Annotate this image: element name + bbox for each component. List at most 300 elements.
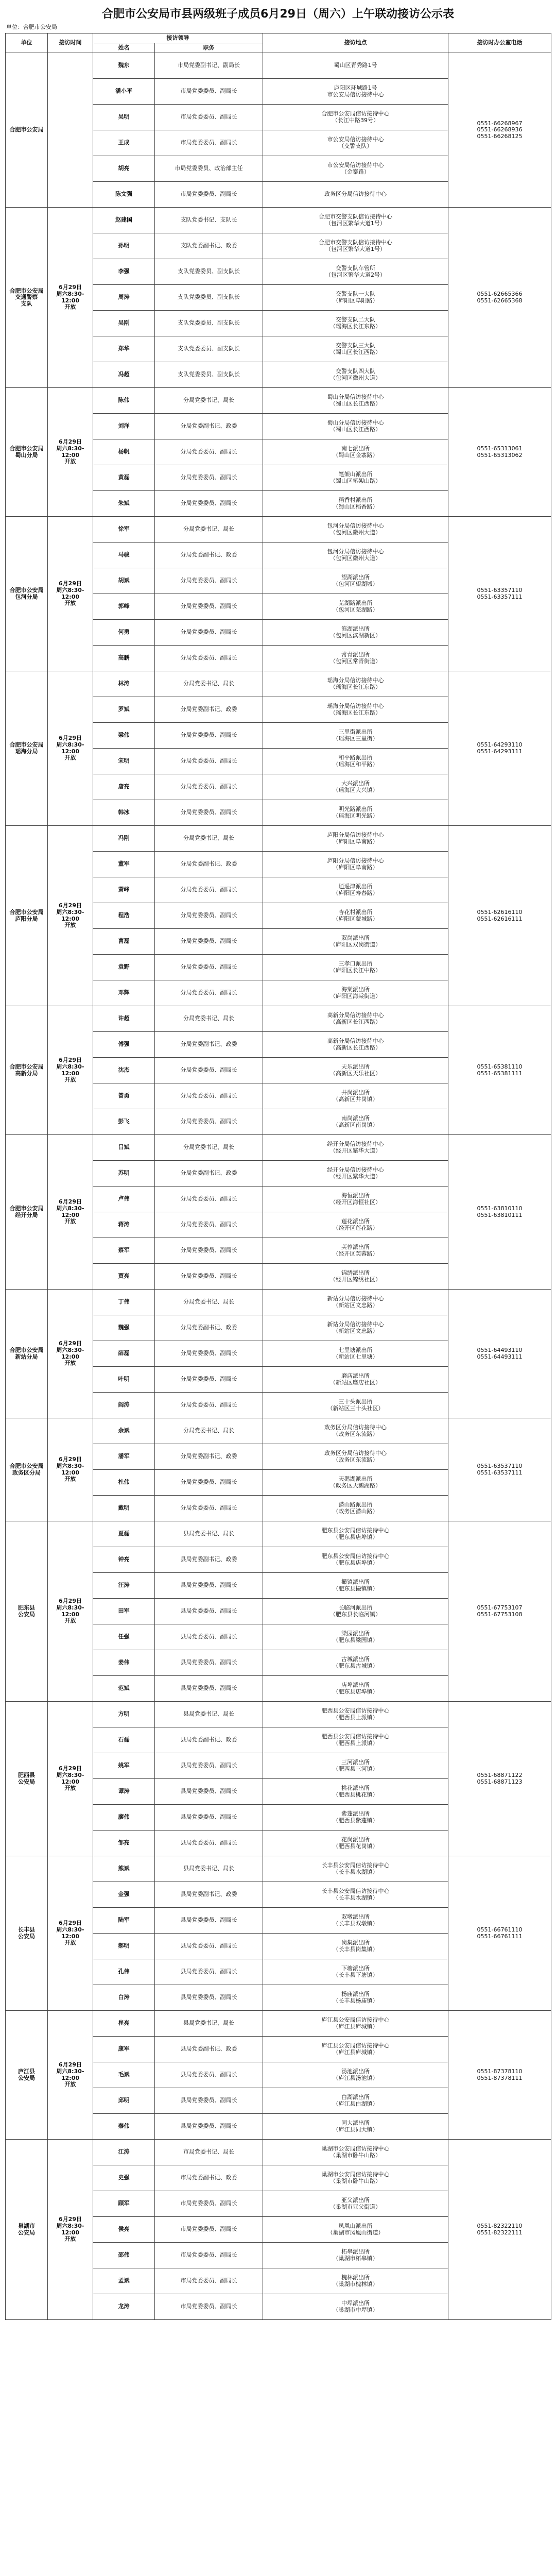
- location-cell: 桃花派出所 （肥西县桃花镇）: [263, 1779, 448, 1805]
- leader-duty: 县局党委书记、局长: [155, 1702, 263, 1727]
- location-cell: 三孝口派出所 （庐阳区长江中路）: [263, 955, 448, 980]
- location-cell: 庐阳区环城路1号 市公安局信访接待中心: [263, 79, 448, 105]
- table-row: [6, 2140, 551, 2165]
- location-cell: 店埠派出所 （肥东县店埠镇）: [263, 1676, 448, 1702]
- time-slot-cell: 6月29日 周六8:30- 12:00 开放: [48, 1418, 93, 1521]
- phone-cell: 0551-67753107 0551-67753108: [448, 1521, 551, 1702]
- leader-duty: 支队党委委员、副支队长: [155, 311, 263, 336]
- leader-duty: 分局党委委员、副局长: [155, 903, 263, 929]
- leader-name: 曾勇: [93, 1083, 155, 1109]
- leader-name: 吴刚: [93, 311, 155, 336]
- phone-cell: 0551-82322110 0551-82322111: [448, 2140, 551, 2320]
- location-cell: 包河分局信访接待中心 （包河区徽州大道）: [263, 517, 448, 543]
- header-duty: 职务: [155, 43, 263, 53]
- location-cell: 新站分局信访接待中心 （新站区文忠路）: [263, 1315, 448, 1341]
- location-cell: 庐阳分局信访接待中心 （庐阳区阜南路）: [263, 826, 448, 852]
- unit-cell: 合肥市公安局 包河分局: [6, 517, 48, 671]
- location-cell: 潜山路派出所 （政务区潜山路）: [263, 1496, 448, 1521]
- location-cell: 瑶海分局信访接待中心 （瑶海区长江东路）: [263, 697, 448, 723]
- leader-duty: 分局党委委员、副局长: [155, 723, 263, 749]
- leader-duty: 市局党委委员、副局长: [155, 2217, 263, 2243]
- leader-name: 袁野: [93, 955, 155, 980]
- leader-name: 姚军: [93, 1753, 155, 1779]
- location-cell: 庐江县公安局信访接待中心 （庐江县庐城镇）: [263, 2037, 448, 2062]
- location-cell: 政务区分局信访接待中心 （政务区东流路）: [263, 1444, 448, 1470]
- leader-duty: 县局党委委员、副局长: [155, 1831, 263, 1856]
- header-phone: 接访时办公室电话: [448, 33, 551, 53]
- location-cell: 天乐派出所 （高新区天乐社区）: [263, 1058, 448, 1083]
- leader-duty: 县局党委委员、副局长: [155, 1985, 263, 2011]
- leader-duty: 分局党委委员、副局长: [155, 1367, 263, 1393]
- leader-duty: 市局党委委员、副局长: [155, 105, 263, 130]
- time-slot-cell: 6月29日 周六8:30- 12:00 开放: [48, 517, 93, 671]
- table-row: [6, 1418, 551, 1444]
- unit-cell: 庐江县 公安局: [6, 2011, 48, 2140]
- leader-duty: 分局党委委员、副局长: [155, 594, 263, 620]
- schedule-body: [6, 53, 551, 2320]
- leader-name: 邱明: [93, 2088, 155, 2114]
- leader-duty: 市局党委委员、副局长: [155, 2268, 263, 2294]
- table-row: [6, 1290, 551, 1315]
- table-row: [6, 1521, 551, 1547]
- phone-cell: 0551-63537110 0551-63537111: [448, 1418, 551, 1521]
- phone-cell: 0551-87378110 0551-87378111: [448, 2011, 551, 2140]
- leader-duty: 县局党委委员、副局长: [155, 2114, 263, 2140]
- leader-duty: 支队党委副书记、政委: [155, 233, 263, 259]
- leader-duty: 县局党委书记、局长: [155, 2011, 263, 2037]
- location-cell: 瑶海分局信访接待中心 （瑶海区长江东路）: [263, 671, 448, 697]
- leader-duty: 县局党委委员、副局长: [155, 1779, 263, 1805]
- location-cell: 三河派出所 （肥西县三河镇）: [263, 1753, 448, 1779]
- leader-duty: 分局党委委员、副局长: [155, 646, 263, 671]
- leader-name: 吕斌: [93, 1135, 155, 1161]
- leader-name: 叶明: [93, 1367, 155, 1393]
- table-row: [6, 671, 551, 697]
- leader-duty: 县局党委委员、副局长: [155, 2088, 263, 2114]
- location-cell: 海棠派出所 （庐阳区海棠街道）: [263, 980, 448, 1006]
- time-slot-cell: 6月29日 周六8:30- 12:00 开放: [48, 1702, 93, 1856]
- leader-name: 胡斌: [93, 568, 155, 594]
- leader-name: 侯亮: [93, 2217, 155, 2243]
- unit-cell: 合肥市公安局 蜀山分局: [6, 388, 48, 517]
- location-cell: 交警支队三大队 （蜀山区长江西路）: [263, 336, 448, 362]
- leader-name: 陈伟: [93, 388, 155, 414]
- time-slot-cell: 6月29日 周六8:30- 12:00 开放: [48, 2011, 93, 2140]
- location-cell: 滨湖派出所 （包河区滨湖新区）: [263, 620, 448, 646]
- leader-name: 谭涛: [93, 1779, 155, 1805]
- leader-name: 唐亮: [93, 774, 155, 800]
- unit-label: 单位：合肥市公安局: [6, 24, 57, 30]
- leader-duty: 分局党委书记、局长: [155, 1006, 263, 1032]
- table-row: [6, 53, 551, 79]
- leader-name: 熊斌: [93, 1856, 155, 1882]
- leader-duty: 支队党委委员、副支队长: [155, 285, 263, 311]
- phone-cell: 0551-64493110 0551-64493111: [448, 1290, 551, 1418]
- table-row: [6, 1006, 551, 1032]
- location-cell: 南岗派出所 （高新区南岗镇）: [263, 1109, 448, 1135]
- leader-name: 方明: [93, 1702, 155, 1727]
- leader-name: 龙涛: [93, 2294, 155, 2320]
- phone-cell: 0551-63357110 0551-63357111: [448, 517, 551, 671]
- location-cell: 高新分局信访接待中心 （高新区长江西路）: [263, 1032, 448, 1058]
- location-cell: 和平路派出所 （瑶海区和平路）: [263, 749, 448, 774]
- location-cell: 交警支队四大队 （包河区徽州大道）: [263, 362, 448, 388]
- leader-name: 史强: [93, 2165, 155, 2191]
- leader-name: 康军: [93, 2037, 155, 2062]
- leader-duty: 分局党委委员、副局长: [155, 1238, 263, 1264]
- phone-cell: 0551-66761110 0551-66761111: [448, 1856, 551, 2011]
- leader-name: 余斌: [93, 1418, 155, 1444]
- location-cell: 长丰县公安局信访接待中心 （长丰县水湖镇）: [263, 1856, 448, 1882]
- time-slot-cell: 6月29日 周六8:30- 12:00 开放: [48, 1290, 93, 1418]
- location-cell: 下塘派出所 （长丰县下塘镇）: [263, 1959, 448, 1985]
- location-cell: 撮镇派出所 （肥东县撮镇镇）: [263, 1573, 448, 1599]
- leader-name: 潘军: [93, 1444, 155, 1470]
- leader-name: 白涛: [93, 1985, 155, 2011]
- leader-name: 郭峰: [93, 594, 155, 620]
- location-cell: 双岗派出所 （庐阳区双岗街道）: [263, 929, 448, 955]
- unit-cell: 合肥市公安局: [6, 53, 48, 208]
- unit-cell: 合肥市公安局 新站分局: [6, 1290, 48, 1418]
- leader-duty: 市局党委副书记、副局长: [155, 53, 263, 79]
- leader-name: 吴明: [93, 105, 155, 130]
- leader-name: 汪涛: [93, 1573, 155, 1599]
- leader-duty: 县局党委委员、副局长: [155, 1805, 263, 1831]
- leader-name: 姜伟: [93, 1650, 155, 1676]
- location-cell: 蜀山区青秀路1号: [263, 53, 448, 79]
- leader-name: 夏磊: [93, 1521, 155, 1547]
- leader-name: 杜伟: [93, 1470, 155, 1496]
- leader-name: 范斌: [93, 1676, 155, 1702]
- location-cell: 柘皋派出所 （巢湖市柘皋镇）: [263, 2243, 448, 2268]
- location-cell: 常青派出所 （包河区常青街道）: [263, 646, 448, 671]
- location-cell: 岗集派出所 （长丰县岗集镇）: [263, 1934, 448, 1959]
- table-row: [6, 388, 551, 414]
- location-cell: 三十头派出所 （新站区三十头社区）: [263, 1393, 448, 1418]
- location-cell: 梁园派出所 （肥东县梁园镇）: [263, 1624, 448, 1650]
- location-cell: 经开分局信访接待中心 （经开区繁华大道）: [263, 1135, 448, 1161]
- phone-cell: 0551-62665366 0551-62665368: [448, 208, 551, 388]
- phone-cell: 0551-63810110 0551-63810111: [448, 1135, 551, 1290]
- leader-name: 邓辉: [93, 980, 155, 1006]
- leader-name: 韩冰: [93, 800, 155, 826]
- leader-duty: 分局党委委员、副局长: [155, 1341, 263, 1367]
- leader-name: 蒋涛: [93, 1212, 155, 1238]
- leader-name: 阎涛: [93, 1393, 155, 1418]
- leader-name: 曹磊: [93, 929, 155, 955]
- table-row: [6, 1135, 551, 1161]
- leader-duty: 县局党委书记、局长: [155, 1521, 263, 1547]
- time-slot-cell: [48, 53, 93, 208]
- location-cell: 天鹅湖派出所 （政务区天鹅湖路）: [263, 1470, 448, 1496]
- leader-duty: 市局党委委员、副局长: [155, 182, 263, 208]
- leader-duty: 支队党委书记、支队长: [155, 208, 263, 233]
- location-cell: 明光路派出所 （瑶海区明光路）: [263, 800, 448, 826]
- location-cell: 市公安局信访接待中心 （交警支队）: [263, 130, 448, 156]
- leader-name: 苏明: [93, 1161, 155, 1187]
- phone-cell: 0551-65381110 0551-65381111: [448, 1006, 551, 1135]
- location-cell: 蜀山分局信访接待中心 （蜀山区长江西路）: [263, 414, 448, 439]
- leader-duty: 分局党委委员、副局长: [155, 1058, 263, 1083]
- leader-duty: 分局党委委员、副局长: [155, 1393, 263, 1418]
- leader-duty: 分局党委委员、副局长: [155, 1496, 263, 1521]
- unit-cell: 合肥市公安局 高新分局: [6, 1006, 48, 1135]
- time-slot-cell: 6月29日 周六8:30- 12:00 开放: [48, 208, 93, 388]
- table-row: [6, 208, 551, 233]
- leader-name: 赵建国: [93, 208, 155, 233]
- leader-duty: 县局党委副书记、政委: [155, 2037, 263, 2062]
- location-cell: 合肥市交警支队信访接待中心 （包河区繁华大道1号）: [263, 208, 448, 233]
- location-cell: 汤池派出所 （庐江县汤池镇）: [263, 2062, 448, 2088]
- location-cell: 高新分局信访接待中心 （高新区长江西路）: [263, 1006, 448, 1032]
- leader-name: 朱斌: [93, 491, 155, 517]
- header-slot: 接访时间: [48, 33, 93, 53]
- leader-name: 崔亮: [93, 2011, 155, 2037]
- leader-duty: 县局党委委员、副局长: [155, 1650, 263, 1676]
- location-cell: 锦绣派出所 （经开区锦绣社区）: [263, 1264, 448, 1290]
- location-cell: 中垾派出所 （巢湖市中垾镇）: [263, 2294, 448, 2320]
- leader-duty: 分局党委副书记、政委: [155, 697, 263, 723]
- location-cell: 南七派出所 （蜀山区金寨路）: [263, 439, 448, 465]
- leader-duty: 县局党委委员、副局长: [155, 1959, 263, 1985]
- leader-name: 周涛: [93, 285, 155, 311]
- location-cell: 紫蓬派出所 （肥西县紫蓬镇）: [263, 1805, 448, 1831]
- leader-name: 石磊: [93, 1727, 155, 1753]
- leader-duty: 分局党委副书记、政委: [155, 1161, 263, 1187]
- leader-name: 陈文强: [93, 182, 155, 208]
- time-slot-cell: 6月29日 周六8:30- 12:00 开放: [48, 826, 93, 1006]
- time-slot-cell: 6月29日 周六8:30- 12:00 开放: [48, 1006, 93, 1135]
- unit-cell: 合肥市公安局 庐阳分局: [6, 826, 48, 1006]
- table-row: [6, 1856, 551, 1882]
- leader-duty: 市局党委委员、副局长: [155, 130, 263, 156]
- leader-duty: 县局党委委员、副局长: [155, 1676, 263, 1702]
- leader-duty: 分局党委副书记、政委: [155, 852, 263, 877]
- leader-duty: 分局党委副书记、政委: [155, 1032, 263, 1058]
- location-cell: 井岗派出所 （高新区井岗镇）: [263, 1083, 448, 1109]
- leader-name: 傅强: [93, 1032, 155, 1058]
- location-cell: 庐阳分局信访接待中心 （庐阳区阜南路）: [263, 852, 448, 877]
- leader-name: 胡亮: [93, 156, 155, 182]
- location-cell: 交警支队一大队 （庐阳区阜阳路）: [263, 285, 448, 311]
- leader-name: 许超: [93, 1006, 155, 1032]
- location-cell: 莲花派出所 （经开区莲花路）: [263, 1212, 448, 1238]
- leader-name: 李强: [93, 259, 155, 285]
- phone-cell: 0551-66268967 0551-66268936 0551-66268125: [448, 53, 551, 208]
- location-cell: 庐江县公安局信访接待中心 （庐江县庐城镇）: [263, 2011, 448, 2037]
- location-cell: 巢湖市公安局信访接待中心 （巢湖市卧牛山路）: [263, 2140, 448, 2165]
- location-cell: 包河分局信访接待中心 （包河区徽州大道）: [263, 543, 448, 568]
- phone-cell: 0551-64293110 0551-64293111: [448, 671, 551, 826]
- leader-name: 贾亮: [93, 1264, 155, 1290]
- header-leader: 接访领导: [93, 33, 263, 43]
- leader-name: 高鹏: [93, 646, 155, 671]
- location-cell: 长临河派出所 （肥东县长临河镇）: [263, 1599, 448, 1624]
- location-cell: 笔架山派出所 （蜀山区笔架山路）: [263, 465, 448, 491]
- leader-duty: 分局党委委员、副局长: [155, 491, 263, 517]
- leader-name: 薛磊: [93, 1341, 155, 1367]
- leader-duty: 分局党委书记、局长: [155, 517, 263, 543]
- location-cell: 七里塘派出所 （新站区七里塘）: [263, 1341, 448, 1367]
- leader-name: 蔡军: [93, 1238, 155, 1264]
- leader-name: 钟亮: [93, 1547, 155, 1573]
- leader-duty: 市局党委委员、副局长: [155, 2243, 263, 2268]
- leader-name: 何勇: [93, 620, 155, 646]
- unit-cell: 巢湖市 公安局: [6, 2140, 48, 2320]
- leader-duty: 市局党委副书记、政委: [155, 2165, 263, 2191]
- location-cell: 交警支队二大队 （瑶海区长江东路）: [263, 311, 448, 336]
- time-slot-cell: 6月29日 周六8:30- 12:00 开放: [48, 1135, 93, 1290]
- leader-name: 马骏: [93, 543, 155, 568]
- leader-duty: 分局党委委员、副局长: [155, 1109, 263, 1135]
- location-cell: 杏花村派出所 （庐阳区蒙城路）: [263, 903, 448, 929]
- location-cell: 凤凰山派出所 （巢湖市凤凰山街道）: [263, 2217, 448, 2243]
- leader-name: 林涛: [93, 671, 155, 697]
- location-cell: 芜湖路派出所 （包河区芜湖路）: [263, 594, 448, 620]
- leader-duty: 分局党委书记、局长: [155, 388, 263, 414]
- leader-duty: 分局党委委员、副局长: [155, 800, 263, 826]
- leader-duty: 分局党委委员、副局长: [155, 1083, 263, 1109]
- leader-duty: 县局党委副书记、政委: [155, 1547, 263, 1573]
- leader-name: 孙明: [93, 233, 155, 259]
- leader-duty: 县局党委委员、副局长: [155, 2062, 263, 2088]
- leader-duty: 分局党委书记、局长: [155, 1418, 263, 1444]
- leader-name: 田军: [93, 1599, 155, 1624]
- leader-name: 任强: [93, 1624, 155, 1650]
- time-slot-cell: 6月29日 周六8:30- 12:00 开放: [48, 2140, 93, 2320]
- location-cell: 白湖派出所 （庐江县白湖镇）: [263, 2088, 448, 2114]
- leader-name: 金强: [93, 1882, 155, 1908]
- table-row: [6, 826, 551, 852]
- leader-duty: 市局党委委员、政治部主任: [155, 156, 263, 182]
- leader-duty: 分局党委副书记、政委: [155, 1315, 263, 1341]
- location-cell: 肥西县公安局信访接待中心 （肥西县上派镇）: [263, 1727, 448, 1753]
- leader-duty: 分局党委委员、副局长: [155, 620, 263, 646]
- leader-name: 王成: [93, 130, 155, 156]
- location-cell: 芙蓉派出所 （经开区芙蓉路）: [263, 1238, 448, 1264]
- location-cell: 双墩派出所 （长丰县双墩镇）: [263, 1908, 448, 1934]
- leader-name: 顾军: [93, 2191, 155, 2217]
- leader-name: 冯超: [93, 362, 155, 388]
- leader-duty: 市局党委委员、副局长: [155, 2191, 263, 2217]
- location-cell: 市公安局信访接待中心 （金寨路）: [263, 156, 448, 182]
- leader-duty: 县局党委委员、副局长: [155, 1599, 263, 1624]
- leader-duty: 分局党委副书记、政委: [155, 414, 263, 439]
- header-row-1: [6, 33, 551, 43]
- leader-name: 秦伟: [93, 2114, 155, 2140]
- location-cell: 经开分局信访接待中心 （经开区繁华大道）: [263, 1161, 448, 1187]
- leader-name: 邵伟: [93, 2243, 155, 2268]
- leader-duty: 县局党委委员、副局长: [155, 1573, 263, 1599]
- phone-cell: 0551-68871122 0551-68871123: [448, 1702, 551, 1856]
- leader-name: 卢伟: [93, 1187, 155, 1212]
- location-cell: 三里街派出所 （瑶海区三里街）: [263, 723, 448, 749]
- leader-name: 陆军: [93, 1908, 155, 1934]
- leader-name: 宋明: [93, 749, 155, 774]
- location-cell: 蜀山分局信访接待中心 （蜀山区长江西路）: [263, 388, 448, 414]
- header-location: 接访地点: [263, 33, 448, 53]
- leader-duty: 分局党委委员、副局长: [155, 1187, 263, 1212]
- leader-name: 丁伟: [93, 1290, 155, 1315]
- leader-name: 郝明: [93, 1934, 155, 1959]
- table-row: [6, 517, 551, 543]
- time-slot-cell: 6月29日 周六8:30- 12:00 开放: [48, 1521, 93, 1702]
- unit-cell: 肥西县 公安局: [6, 1702, 48, 1856]
- leader-duty: 分局党委委员、副局长: [155, 1264, 263, 1290]
- leader-duty: 分局党委书记、局长: [155, 826, 263, 852]
- location-cell: 逍遥津派出所 （庐阳区寿春路）: [263, 877, 448, 903]
- schedule-table: [5, 33, 551, 2320]
- phone-cell: 0551-65313061 0551-65313062: [448, 388, 551, 517]
- leader-duty: 市局党委委员、副局长: [155, 2294, 263, 2320]
- leader-name: 孟斌: [93, 2268, 155, 2294]
- location-cell: 花岗派出所 （肥西县花岗镇）: [263, 1831, 448, 1856]
- leader-duty: 分局党委委员、副局长: [155, 568, 263, 594]
- leader-name: 彭飞: [93, 1109, 155, 1135]
- leader-duty: 分局党委委员、副局长: [155, 929, 263, 955]
- location-cell: 交警支队车管所 （包河区繁华大道2号）: [263, 259, 448, 285]
- unit-cell: 合肥市公安局 经开分局: [6, 1135, 48, 1290]
- leader-duty: 县局党委副书记、政委: [155, 1727, 263, 1753]
- location-cell: 古城派出所 （肥东县古城镇）: [263, 1650, 448, 1676]
- leader-duty: 分局党委书记、局长: [155, 1135, 263, 1161]
- time-slot-cell: 6月29日 周六8:30- 12:00 开放: [48, 388, 93, 517]
- leader-duty: 分局党委委员、副局长: [155, 1470, 263, 1496]
- leader-duty: 市局党委书记、局长: [155, 2140, 263, 2165]
- leader-duty: 支队党委委员、副支队长: [155, 336, 263, 362]
- location-cell: 政务区分局信访接待中心: [263, 182, 448, 208]
- location-cell: 肥东县公安局信访接待中心 （肥东县店埠镇）: [263, 1547, 448, 1573]
- leader-name: 戴明: [93, 1496, 155, 1521]
- header-unit: 单位: [6, 33, 48, 53]
- location-cell: 亚父派出所 （巢湖市亚父街道）: [263, 2191, 448, 2217]
- leader-name: 黄磊: [93, 465, 155, 491]
- location-cell: 望湖派出所 （包河区望湖城）: [263, 568, 448, 594]
- location-cell: 政务区分局信访接待中心 （政务区东流路）: [263, 1418, 448, 1444]
- leader-duty: 市局党委委员、副局长: [155, 79, 263, 105]
- location-cell: 合肥市交警支队信访接待中心 （包河区繁华大道1号）: [263, 233, 448, 259]
- location-cell: 同大派出所 （庐江县同大镇）: [263, 2114, 448, 2140]
- location-cell: 长丰县公安局信访接待中心 （长丰县水湖镇）: [263, 1882, 448, 1908]
- leader-name: 杨帆: [93, 439, 155, 465]
- location-cell: 肥东县公安局信访接待中心 （肥东县店埠镇）: [263, 1521, 448, 1547]
- leader-duty: 县局党委委员、副局长: [155, 1624, 263, 1650]
- leader-duty: 分局党委委员、副局长: [155, 955, 263, 980]
- unit-cell: 合肥市公安局 瑶海分局: [6, 671, 48, 826]
- location-cell: 磨店派出所 （新站区磨店社区）: [263, 1367, 448, 1393]
- unit-cell: 长丰县 公安局: [6, 1856, 48, 2011]
- location-cell: 海恒派出所 （经开区海恒社区）: [263, 1187, 448, 1212]
- unit-cell: 合肥市公安局 政务区分局: [6, 1418, 48, 1521]
- leader-duty: 县局党委委员、副局长: [155, 1934, 263, 1959]
- leader-name: 江涛: [93, 2140, 155, 2165]
- leader-name: 魏东: [93, 53, 155, 79]
- leader-duty: 分局党委委员、副局长: [155, 877, 263, 903]
- leader-duty: 县局党委委员、副局长: [155, 1753, 263, 1779]
- leader-name: 孔伟: [93, 1959, 155, 1985]
- leader-name: 邹亮: [93, 1831, 155, 1856]
- location-cell: 合肥市公安局信访接待中心 （长江中路39号）: [263, 105, 448, 130]
- header-name: 姓名: [93, 43, 155, 53]
- leader-duty: 支队党委委员、副支队长: [155, 362, 263, 388]
- leader-duty: 分局党委副书记、政委: [155, 543, 263, 568]
- leader-name: 沈杰: [93, 1058, 155, 1083]
- location-cell: 肥西县公安局信访接待中心 （肥西县上派镇）: [263, 1702, 448, 1727]
- leader-name: 廖伟: [93, 1805, 155, 1831]
- table-row: [6, 1702, 551, 1727]
- leader-duty: 分局党委副书记、政委: [155, 1444, 263, 1470]
- leader-name: 冯刚: [93, 826, 155, 852]
